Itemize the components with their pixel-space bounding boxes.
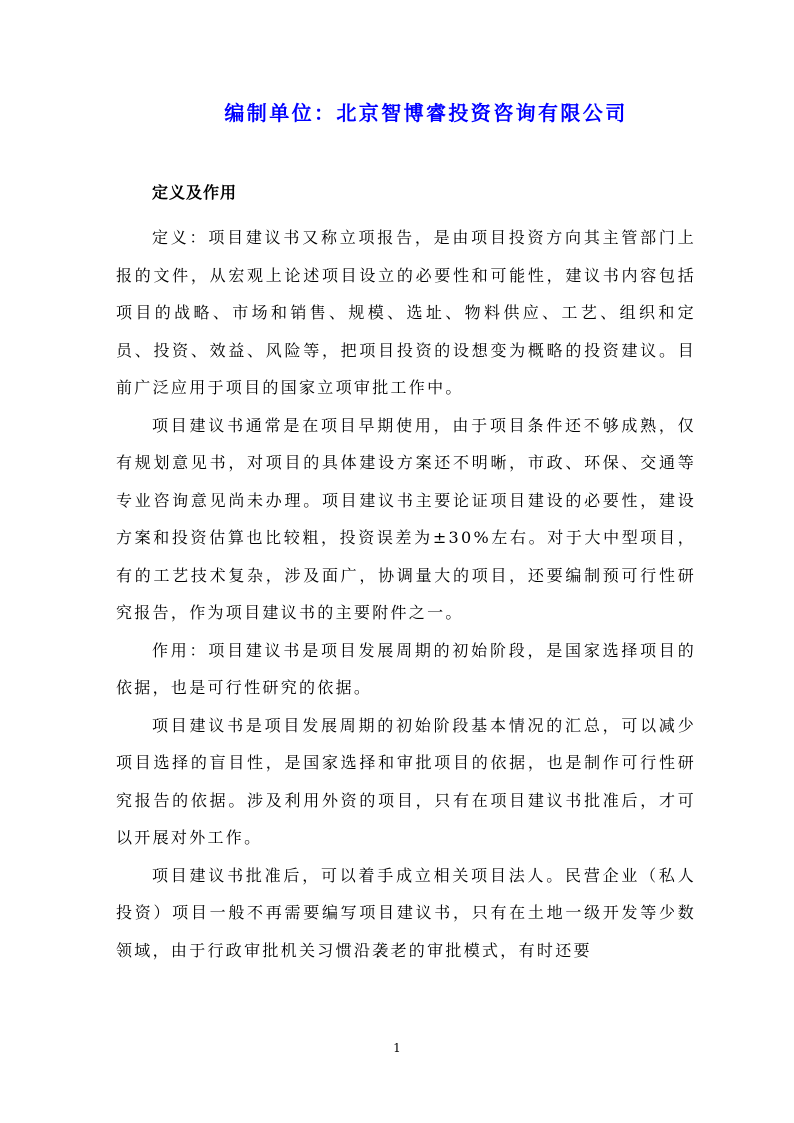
- paragraph-function: 作用：项目建议书是项目发展周期的初始阶段，是国家选择项目的依据，也是可行性研究的依据。: [116, 640, 696, 697]
- org-header: 编制单位：北京智博睿投资咨询有限公司: [224, 101, 628, 125]
- paragraph-approval: 项目建议书批准后，可以着手成立相关项目法人。民营企业（私人投资）项目一般不再需要编写项目建议书，只有在土地一级开发等少数领域，由于行政审批机关习惯沿袭老的审批模式，有时还要: [116, 865, 696, 960]
- section-title: 定义及作用: [152, 183, 238, 202]
- page-number: 1: [393, 1041, 401, 1055]
- body-text: [116, 219, 696, 969]
- paragraph-summary: 项目建议书是项目发展周期的初始阶段基本情况的汇总，可以减少项目选择的盲目性，是国家选择和审批项目的依据，也是制作可行性研究报告的依据。涉及利用外资的项目，只有在项目建议书批准后，才可以开展对外工作。: [116, 715, 696, 847]
- paragraph-definition: 定义：项目建议书又称立项报告，是由项目投资方向其主管部门上报的文件，从宏观上论述项目设立的必要性和可能性，建议书内容包括项目的战略、市场和销售、规模、选址、物料供应、工艺、组织和定员、投资、效益、风险等，把项目投资的设想变为概略的投资建议。目前广泛应用于项目的国家立项审批工作中。: [116, 228, 696, 397]
- paragraph-early-stage: 项目建议书通常是在项目早期使用，由于项目条件还不够成熟，仅有规划意见书，对项目的具体建设方案还不明晰，市政、环保、交通等专业咨询意见尚未办理。项目建议书主要论证项目建设的必要性，建设方案和投资估算也比较粗，投资误差为±30%左右。对于大中型项目，有的工艺技术复杂，涉及面广，协调量大的项目，还要编制预可行性研究报告，作为项目建议书的主要附件之一。: [116, 415, 696, 622]
